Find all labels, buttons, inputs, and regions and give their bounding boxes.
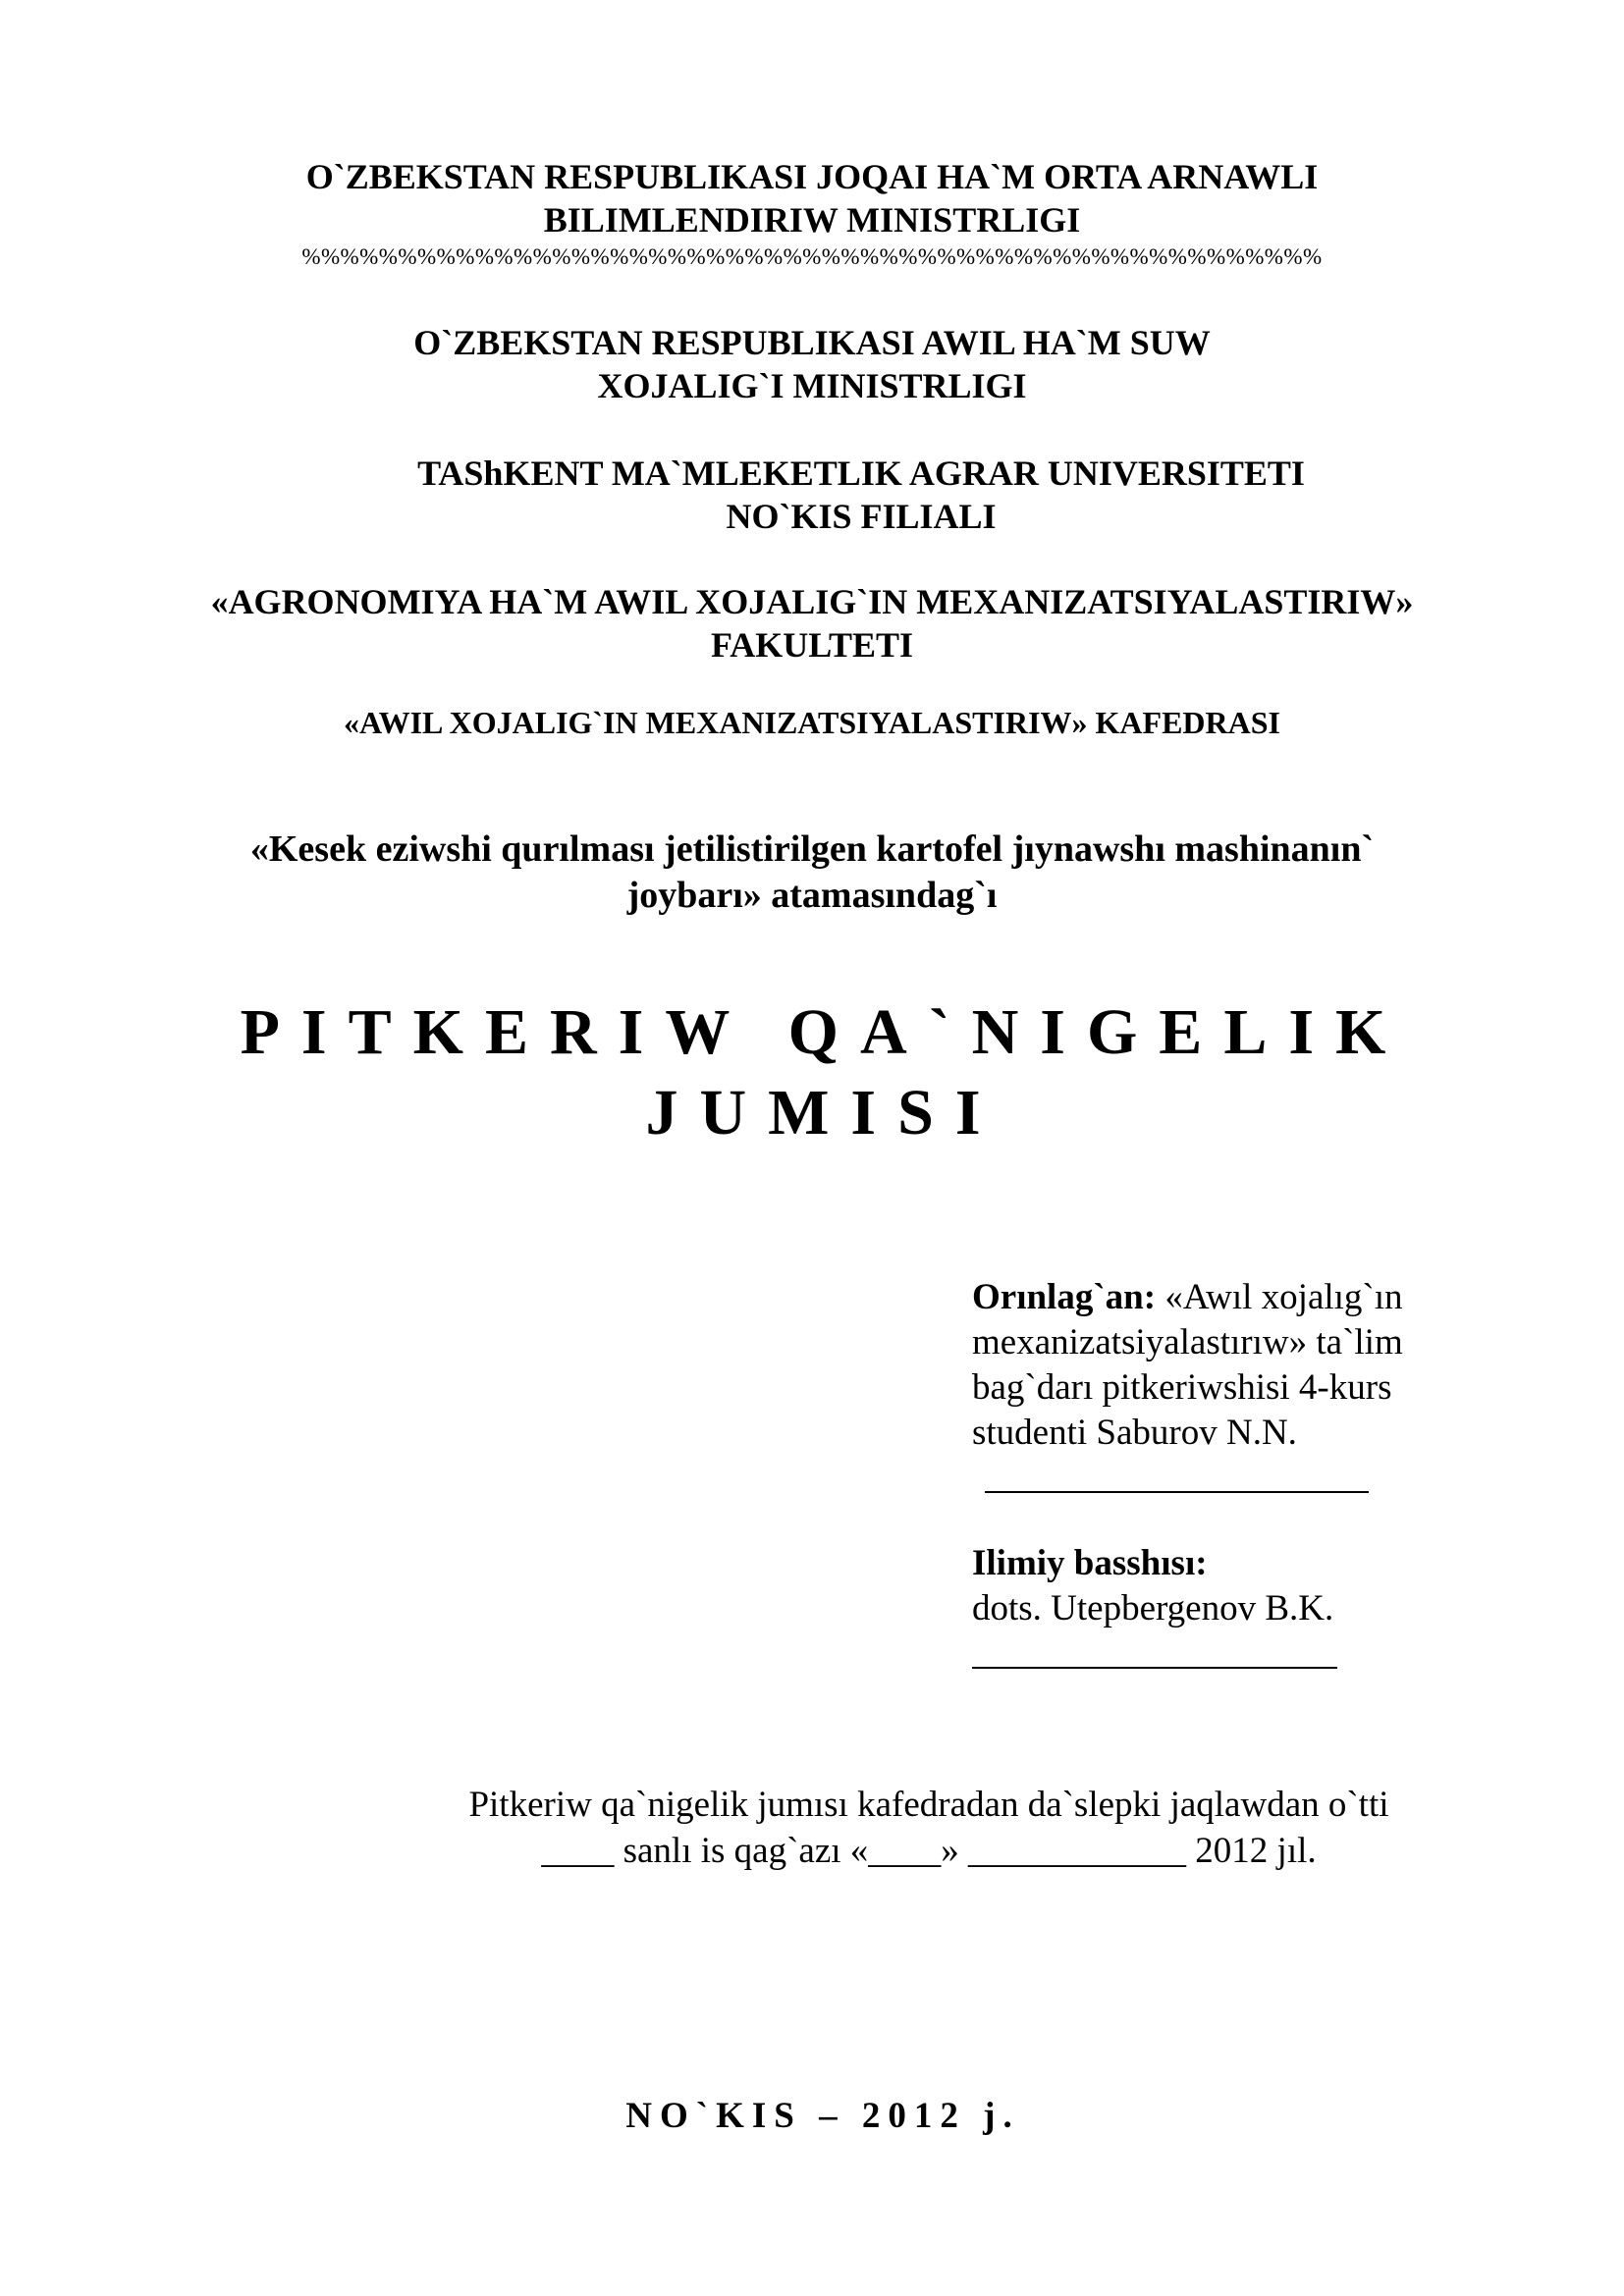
author-line-4: studenti Saburov N.N. xyxy=(972,1413,1297,1453)
title-line-1: PITKERIW QA`NIGELIK xyxy=(240,996,1408,1068)
approval-line-2: ____ sanlı is qag`azı «____» ____________ 2012 jıl. xyxy=(541,1831,1317,1871)
supervisor-label: Ilimiy basshısı: xyxy=(972,1543,1208,1583)
author-label: Orınlag`an: xyxy=(972,1277,1157,1317)
university-heading xyxy=(49,452,1624,538)
author-line-3: bag`darı pitkeriwshisi 4-kurs xyxy=(972,1367,1392,1408)
separator-line: %%%%%%%%%%%%%%%%%%%%%%%%%%%%%%%%%%%%%%%%%%%%%%%%%%%%% xyxy=(301,244,1323,269)
faculty-line-2: FAKULTETI xyxy=(710,625,914,665)
ministry-line-2: BILIMLENDIRIW MINISTRLIGI xyxy=(543,200,1081,240)
approval-line-1: Pitkeriw qa`nigelik jumısı kafedradan da`slepki jaqlawdan o`tti xyxy=(468,1785,1389,1825)
university-line-2: NO`KIS FILIALI xyxy=(726,497,997,536)
university-line-1: TAShKENT MA`MLEKETLIK AGRAR UNIVERSITETI xyxy=(417,454,1305,493)
department-heading: «AWIL XOJALIG`IN MEXANIZATSIYALASTIRIW» KAFEDRASI xyxy=(344,705,1280,740)
ministry2-line-2: XOJALIG`I MINISTRLIGI xyxy=(597,366,1027,405)
author-block xyxy=(972,1275,1403,1456)
ministry-heading xyxy=(0,155,1624,241)
document-title xyxy=(12,992,1624,1153)
supervisor-name: dots. Utepbergenov B.K. xyxy=(972,1588,1334,1629)
author-program-start: «Awıl xojalıg`ın xyxy=(1156,1277,1403,1317)
supervisor-block xyxy=(972,1541,1333,1631)
ministry2-heading xyxy=(0,321,1624,407)
topic-line-2: joybarı» atamasındag`ı xyxy=(626,875,998,916)
ministry2-line-1: O`ZBEKSTAN RESPUBLIKASI AWIL HA`M SUW xyxy=(413,323,1211,362)
author-line-2: mexanizatsiyalastırıw» ta`lim xyxy=(972,1322,1403,1362)
author-signature-line xyxy=(985,1491,1369,1493)
supervisor-signature-line xyxy=(972,1667,1337,1669)
author-line-1 xyxy=(972,1275,1403,1320)
place-year: NO`KIS – 2012 j. xyxy=(625,2096,1020,2136)
faculty-line-1: «AGRONOMIYA HA`M AWIL XOJALIG`IN MEXANIZATSIYALASTIRIW» xyxy=(210,582,1414,621)
thesis-topic xyxy=(0,827,1624,919)
ministry-line-1: O`ZBEKSTAN RESPUBLIKASI JOQAI HA`M ORTA ARNAWLI xyxy=(305,157,1319,196)
topic-line-1: «Kesek eziwshi qurılması jetilistirilgen kartofel jıynawshı mashinanın` xyxy=(249,828,1375,870)
approval-note xyxy=(117,1782,1624,1874)
faculty-heading xyxy=(0,580,1624,667)
title-line-2: JUMISI xyxy=(645,1077,1002,1148)
